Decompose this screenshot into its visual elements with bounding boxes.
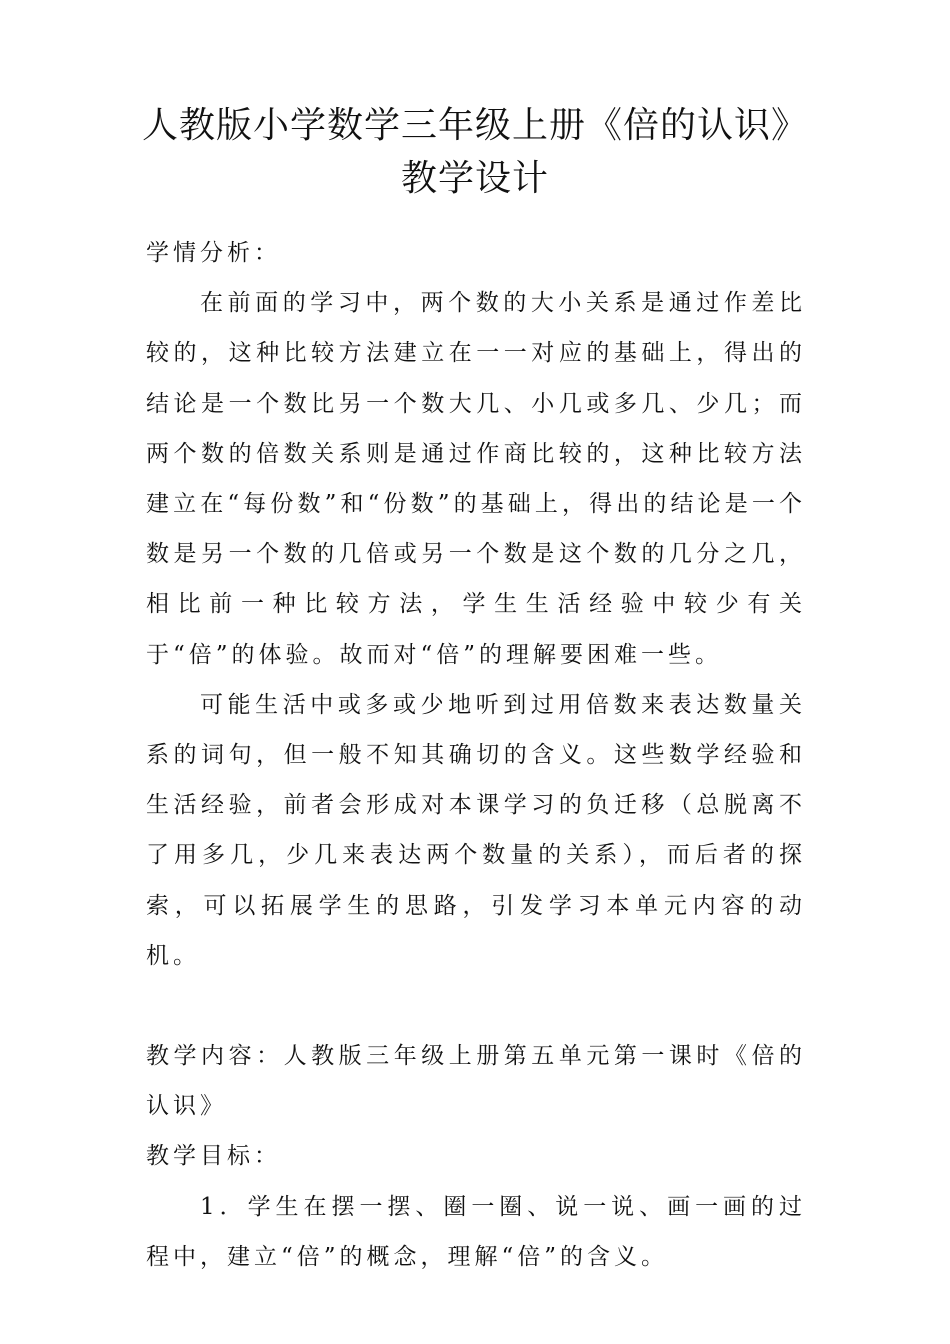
analysis-paragraph-2: 可能生活中或多或少地听到过用倍数来表达数量关系的词句，但一般不知其确切的含义。这些数学经验和生活经验，前者会形成对本课学习的负迁移（总脱离不了用多几，少几来表达两个数量的关系），而后者的探索，可以拓展学生的思路，引发学习本单元内容的动机。 xyxy=(146,691,806,969)
teaching-content: 教学内容：人教版三年级上册第五单元第一课时《倍的认识》 xyxy=(146,1043,806,1120)
analysis-paragraph-1: 在前面的学习中，两个数的大小关系是通过作差比较的，这种比较方法建立在一一对应的基础上，得出的结论是一个数比另一个数大几、小几或多几、少几；而两个数的倍数关系则是通过作商比较的，这种比较方法建立在“每份数”和“份数”的基础上，得出的结论是一个数是另一个数的几倍或另一个数是这个数的几分之几，相比前一种比较方法，学生生活经验中较少有关于“倍”的体验。故而对“倍”的理解要困难一些。 xyxy=(146,290,806,668)
document-title-line1: 人教版小学数学三年级上册《倍的认识》 xyxy=(141,105,808,146)
section-heading-analysis: 学情分析： xyxy=(146,240,281,266)
document-body xyxy=(146,228,806,1282)
paragraph-spacer xyxy=(146,981,806,1031)
goal-item-1: 1．学生在摆一摆、圈一圈、说一说、画一画的过程中，建立“倍”的概念，理解“倍”的含义。 xyxy=(146,1193,806,1270)
section-heading-goals: 教学目标： xyxy=(146,1143,281,1170)
document-title-line2: 教学设计 xyxy=(400,158,549,199)
